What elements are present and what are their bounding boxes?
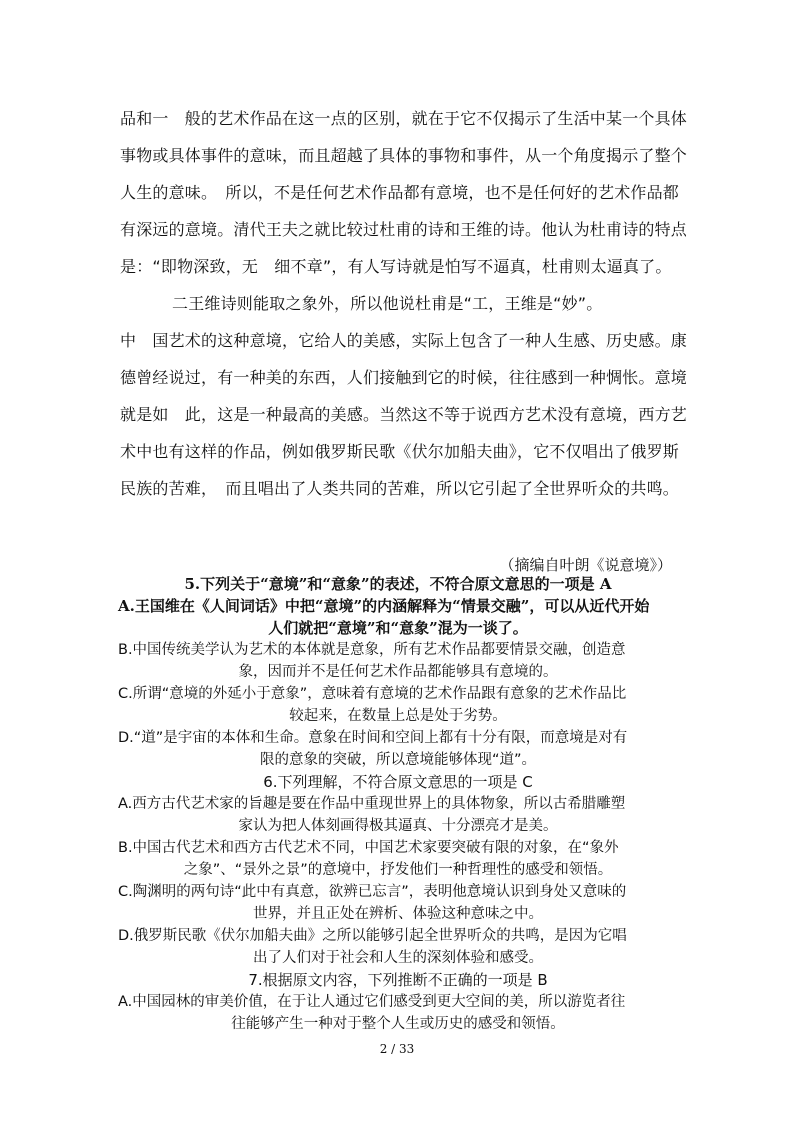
question-6-option-a: A.西方古代艺术家的旨趣是要在作品中重现世界上的具体物象，所以古希腊雕塑 家认为把人体刻画得极其逼真、十分漂亮才是美。 bbox=[118, 796, 626, 834]
passage-line: 是：“即物深致，无 细不章”，有人写诗就是怕写不逼真，杜甫则太逼真了。 bbox=[120, 257, 672, 276]
passage-line: 品和一 般的艺术作品在这一点的区别，就在于它不仅揭示了生活中某一个具体 bbox=[120, 109, 688, 128]
question-6-title: 6.下列理解，不符合原文意思的一项是 C bbox=[263, 773, 533, 791]
passage-line: 术中也有这样的作品，例如俄罗斯民歌《伏尔加船夫曲》，它不仅唱出了俄罗斯 bbox=[120, 442, 680, 461]
question-5-title: 5.下列关于“意境”和“意象”的表述，不符合原文意思的一项是 A bbox=[184, 575, 612, 593]
question-6-option-b: B.中国古代艺术和西方古代艺术不同，中国艺术家要突破有限的对象，在“象外 之象”、“景外之景”的意境中，抒发他们一种哲理性的感受和领悟。 bbox=[118, 840, 619, 878]
question-5-option-b: B.中国传统美学认为艺术的本体就是意象，所有艺术作品都要情景交融，创造意 象，因而并不是任何艺术作品都能够具有意境的。 bbox=[118, 642, 626, 680]
passage-source: （摘编自叶朗《说意境》） bbox=[499, 556, 672, 574]
question-5-option-c: C.所谓“意境的外延小于意象”，意味着有意境的艺术作品跟有意象的艺术作品比 较起来，在数量上总是处于劣势。 bbox=[118, 686, 627, 724]
passage-line: 事物或具体事件的意味，而且超越了具体的事物和事件，从一个角度揭示了整个 bbox=[120, 146, 688, 165]
question-5-option-a: A.王国维在《人间词话》中把“意境”的内涵解释为“情景交融”，可以从近代开始 人们就把“意境”和“意象”混为一谈了。 bbox=[118, 597, 650, 637]
passage-line: 二王维诗则能取之象外，所以他说杜甫是“工，王维是“妙”。 bbox=[172, 294, 603, 313]
passage-line: 德曾经说过，有一种美的东西，人们接触到它的时候，往往感到一种惆怅。意境 bbox=[120, 368, 688, 387]
passage-line: 有深远的意境。清代王夫之就比较过杜甫的诗和王维的诗。他认为杜甫诗的特点 bbox=[120, 220, 688, 239]
question-5-option-d: D.“道”是宇宙的本体和生命。意象在时间和空间上都有十分有限，而意境是对有 限的意象的突破，所以意境能够体现“道”。 bbox=[118, 730, 628, 768]
passage-line: 人生的意味。 所以，不是任何艺术作品都有意境，也不是任何好的艺术作品都 bbox=[120, 183, 680, 202]
question-7-title: 7.根据原文内容，下列推断不正确的一项是 B bbox=[248, 971, 548, 989]
question-6-option-d: D.俄罗斯民歌《伏尔加船夫曲》之所以能够引起全世界听众的共鸣，是因为它唱 出了人们对于社会和人生的深刻体验和感受。 bbox=[118, 928, 627, 966]
question-7-option-a: A.中国园林的审美价值，在于让人通过它们感受到更大空间的美，所以游览者往 往能够产生一种对于整个人生或历史的感受和领悟。 bbox=[118, 994, 626, 1032]
passage-line: 就是如 此，这是一种最高的美感。当然这不等于说西方艺术没有意境，西方艺 bbox=[120, 405, 688, 424]
passage-line: 中 国艺术的这种意境，它给人的美感，实际上包含了一种人生感、历史感。康 bbox=[120, 331, 688, 350]
question-6-option-c: C.陶渊明的两句诗“此中有真意，欲辨已忘言”，表明他意境认识到身处又意味的 世界，并且正处在辨析、体验这种意味之中。 bbox=[118, 884, 627, 922]
page-number: 2 / 33 bbox=[379, 1042, 415, 1056]
passage-line: 民族的苦难， 而且唱出了人类共同的苦难，所以它引起了全世界听众的共鸣。 bbox=[120, 479, 680, 498]
passage bbox=[120, 100, 688, 507]
questions bbox=[118, 573, 678, 1035]
